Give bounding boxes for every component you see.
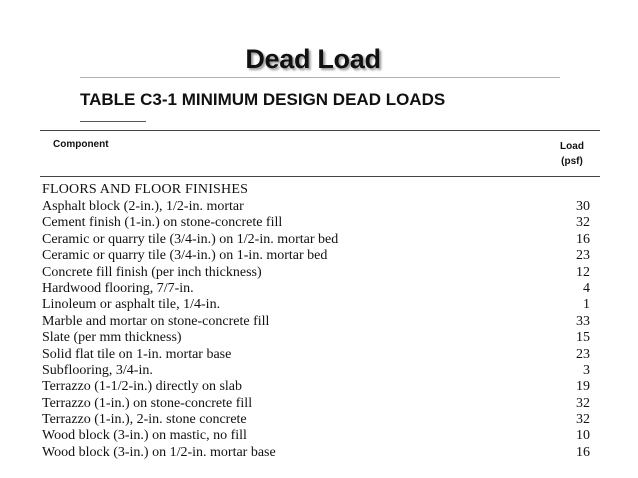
section-heading: FLOORS AND FLOOR FINISHES	[42, 182, 249, 197]
table-row	[42, 281, 590, 297]
load-cell: 1	[583, 297, 590, 313]
component-cell: Concrete fill finish (per inch thickness)	[42, 264, 262, 280]
component-cell: Subflooring, 3/4-in.	[42, 362, 153, 378]
load-cell: 3	[583, 362, 590, 378]
load-cell: 12	[576, 264, 590, 280]
component-cell: Terrazzo (1-in.), 2-in. stone concrete	[42, 412, 247, 428]
component-cell: Wood block (3-in.) on 1/2-in. mortar base	[42, 444, 276, 460]
table-row	[42, 232, 590, 248]
table-caption: TABLE C3-1 MINIMUM DESIGN DEAD LOADS	[80, 90, 446, 109]
table-row	[42, 347, 590, 363]
table-header-top-rule	[40, 130, 600, 131]
component-cell: Cement finish (1-in.) on stone-concrete fill	[42, 215, 283, 231]
table-row	[42, 428, 590, 444]
component-cell: Terrazzo (1-in.) on stone-concrete fill	[42, 395, 253, 411]
table-row	[42, 330, 590, 346]
load-cell: 33	[576, 313, 590, 329]
component-cell: Ceramic or quarry tile (3/4-in.) on 1/2-in. mortar bed	[42, 231, 339, 247]
table-row	[42, 314, 590, 330]
table-header-bottom-rule	[40, 176, 600, 177]
table-row	[42, 396, 590, 412]
table-row	[42, 363, 590, 379]
table-row	[42, 199, 590, 215]
table-row	[42, 297, 590, 313]
load-cell: 32	[576, 412, 590, 428]
column-header-load-label: Load	[560, 141, 584, 152]
component-cell: Wood block (3-in.) on mastic, no fill	[42, 428, 247, 444]
title-divider	[80, 77, 560, 78]
table-row	[42, 215, 590, 231]
table-row	[42, 412, 590, 428]
table-row	[42, 248, 590, 264]
load-cell: 19	[576, 379, 590, 395]
caption-underline	[80, 121, 146, 122]
load-cell: 23	[576, 248, 590, 264]
table-row	[42, 265, 590, 281]
load-cell: 30	[576, 199, 590, 214]
table-row	[42, 379, 590, 395]
component-cell: Marble and mortar on stone-concrete fill	[42, 313, 270, 329]
load-cell: 32	[576, 215, 590, 231]
component-cell: Asphalt block (2-in.), 1/2-in. mortar	[42, 199, 244, 214]
component-cell: Slate (per mm thickness)	[42, 330, 182, 346]
load-cell: 16	[576, 444, 590, 460]
load-cell: 10	[576, 428, 590, 444]
load-cell: 4	[583, 280, 590, 296]
load-table-rows	[42, 199, 590, 461]
component-cell: Hardwood flooring, 7/7-in.	[42, 280, 194, 296]
load-cell: 32	[576, 395, 590, 411]
load-cell: 15	[576, 330, 590, 346]
column-header-component: Component	[53, 139, 109, 150]
column-header-load-unit: (psf)	[561, 156, 583, 167]
load-cell: 16	[576, 231, 590, 247]
slide-title: Dead Load	[245, 44, 381, 74]
component-cell: Ceramic or quarry tile (3/4-in.) on 1-in. mortar bed	[42, 248, 328, 264]
component-cell: Solid flat tile on 1-in. mortar base	[42, 346, 232, 362]
table-row	[42, 445, 590, 461]
column-header-load	[552, 139, 592, 169]
load-cell: 23	[576, 346, 590, 362]
component-cell: Linoleum or asphalt tile, 1/4-in.	[42, 297, 221, 313]
component-cell: Terrazzo (1-1/2-in.) directly on slab	[42, 379, 242, 395]
